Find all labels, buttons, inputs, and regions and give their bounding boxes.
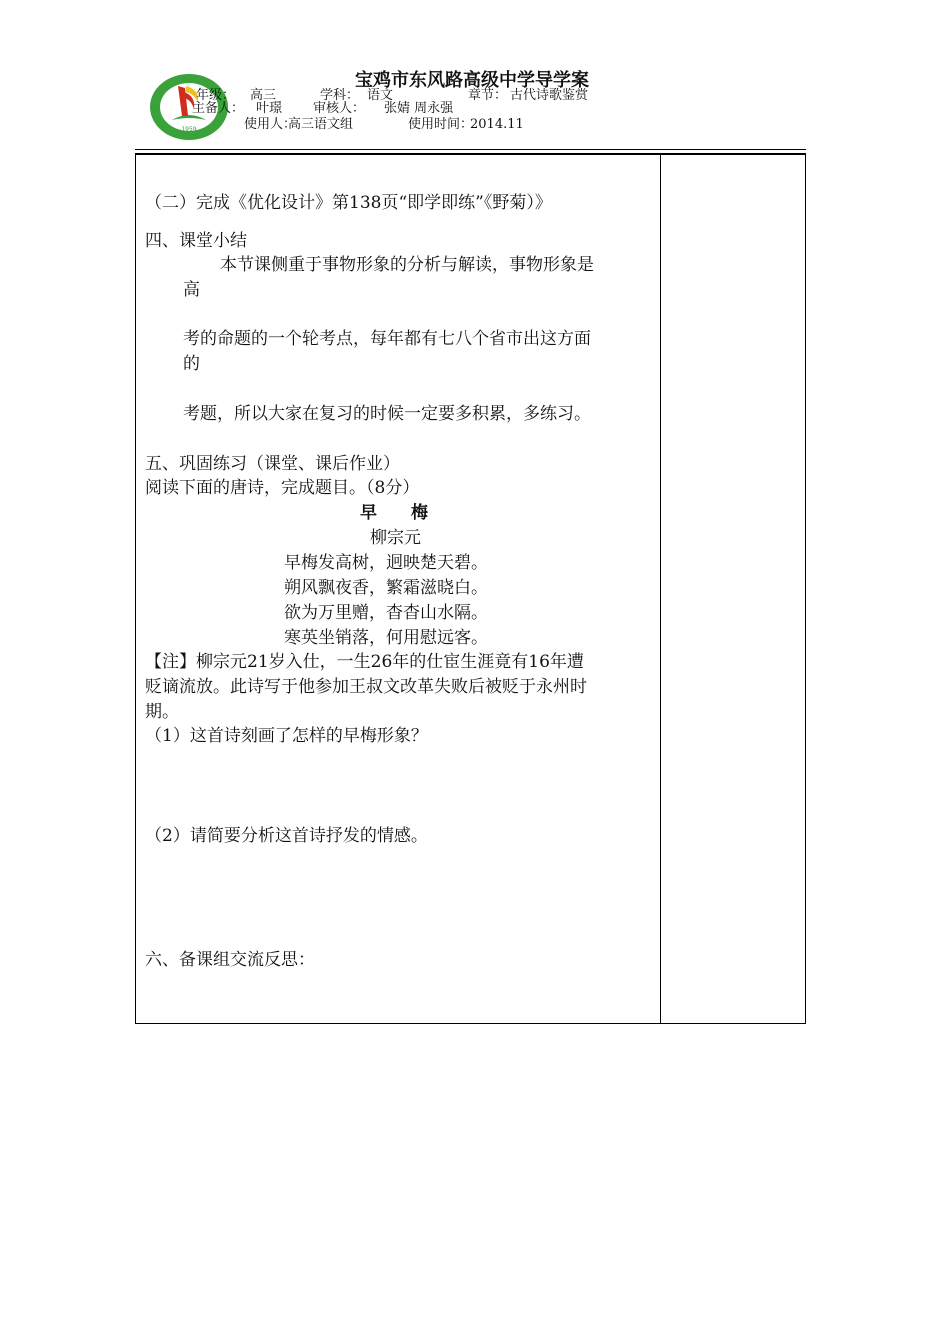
poem-line: 寒英坐销落，何用慰远客。 [284,628,488,648]
header-rule-thick [135,153,806,155]
date-label: 使用时间： [408,117,474,132]
section-5-instructions: 阅读下面的唐诗，完成题目。（8分） [145,478,420,498]
grade-value: 高三 [250,88,277,103]
question-1: （1）这首诗刻画了怎样的早梅形象？ [145,726,428,746]
poem-line: 欲为万里赠，杳杳山水隔。 [284,603,488,623]
task-2: （二）完成《优化设计》第138页“即学即练”《野菊）》 [145,193,552,213]
note-line-1: 【注】柳宗元21岁入仕，一生26年的仕宦生涯竟有16年遭 [145,652,584,672]
section-6-title: 六、备课组交流反思： [145,950,315,970]
chapter-value: 古代诗歌鉴赏 [510,88,589,103]
grade-label: 年级： [196,88,236,103]
table-left-border [135,153,136,1024]
logo-year: 1959 [181,126,197,133]
table-bottom-border [135,1023,806,1024]
user-value: 高三语文组 [288,117,354,132]
poem-line: 朔风飘夜香，繁霜滋晓白。 [284,578,488,598]
document-title: 宝鸡市东风路高级中学导学案 [355,70,589,91]
section-4-line-2: 考的命题的一个轮考点，每年都有七八个省市出这方面 [183,329,591,349]
user-label: 使用人： [244,117,297,132]
section-4-line-3: 考题，所以大家在复习的时候一定要多积累，多练习。 [183,404,591,424]
date-value: 2014.11 [470,117,524,132]
section-4-line-2b: 的 [183,354,200,374]
reviewer-value: 张婧 周永强 [384,101,454,116]
question-2: （2）请简要分析这首诗抒发的情感。 [145,826,428,846]
section-4-title: 四、课堂小结 [145,231,247,251]
header-rule-thin [135,149,806,150]
section-4-line-1: 本节课侧重于事物形象的分析与解读，事物形象是 [220,255,594,275]
author-value: 叶璟 [256,101,283,116]
poem-title: 早 梅 [360,503,428,523]
subject-value: 语文 [367,88,394,103]
subject-label: 学科： [320,88,360,103]
reviewer-label: 审核人： [313,101,366,116]
section-4-line-1b: 高 [183,280,200,300]
poem-author: 柳宗元 [370,528,421,548]
table-right-border [805,153,806,1024]
note-line-2: 贬谪流放。此诗写于他参加王叔文改革失败后被贬于永州时 [145,677,587,697]
poem-line: 早梅发高树，迥映楚天碧。 [284,553,488,573]
table-column-divider [660,153,661,1024]
author-label: 主备人： [192,101,245,116]
section-5-title: 五、巩固练习（课堂、课后作业） [145,454,400,474]
chapter-label: 章节： [468,88,508,103]
note-line-3: 期。 [145,702,179,722]
